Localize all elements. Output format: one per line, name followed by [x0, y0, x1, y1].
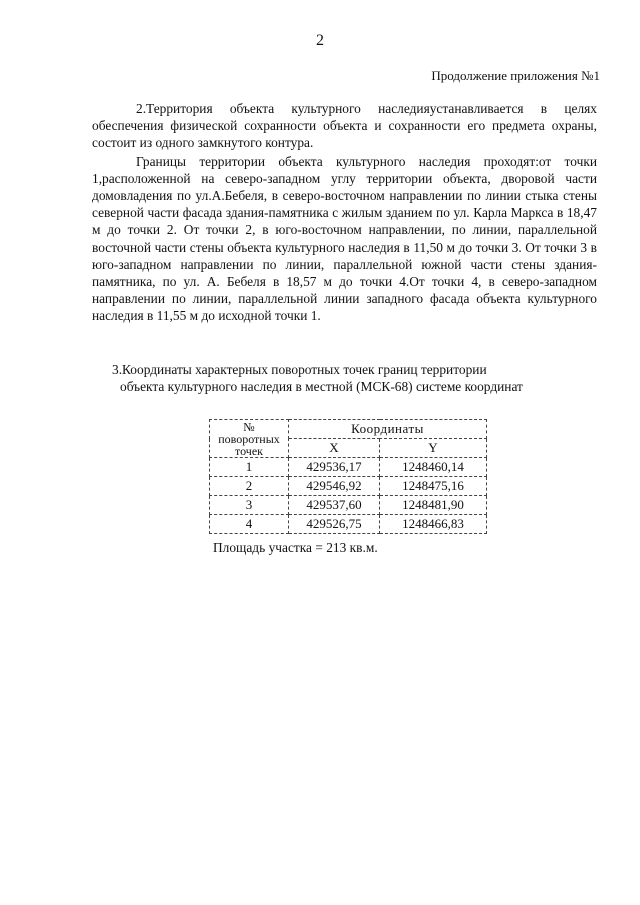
y-header: Y: [380, 439, 487, 458]
y-cell: 1248466,83: [380, 515, 487, 534]
table-row: [210, 496, 487, 515]
point-number-cell: 4: [210, 515, 289, 534]
boundaries-paragraph: Границы территории объекта культурного наследия проходят:от точки 1,расположенной на северо-западном углу территории объекта, дворовой части домовладения по ул.А.Бебеля, в северо-восточном направлении по линии стыка стены северной части фасада здания-памятника с жилым зданием по ул. Карла Маркса в 18,47 м до точки 2. От точки 2, в юго-восточном направлении, по линии, параллельной восточной части стены объекта культурного наследия в 11,50 м до точки 3. От точки 3 в юго-западном направлении по линии, параллельной южной части стены здания-памятника, по ул. А. Бебеля в 18,57 м до точки 4.От точки 4, в северо-западном направлении по линии, параллельной линии западного фасада объекта культурного наследия в 11,55 м до исходной точки 1.: [92, 153, 597, 324]
point-number-cell: 3: [210, 496, 289, 515]
x-header: X: [289, 439, 380, 458]
point-number-header: № поворотных точек: [210, 420, 289, 458]
point-number-cell: 2: [210, 477, 289, 496]
coordinates-table: [209, 419, 487, 534]
page-number: 2: [316, 32, 324, 49]
section-2-territory: [92, 100, 597, 325]
y-cell: 1248475,16: [380, 477, 487, 496]
section-3-heading-line-1: 3.Координаты характерных поворотных точек границ территории: [112, 362, 487, 377]
y-cell: 1248460,14: [380, 458, 487, 477]
appendix-continuation-note: Продолжение приложения №1: [431, 68, 600, 83]
section-3-heading-line-2: объекта культурного наследия в местной (МСК-68) системе координат: [120, 379, 523, 394]
y-cell: 1248481,90: [380, 496, 487, 515]
x-cell: 429537,60: [289, 496, 380, 515]
x-cell: 429546,92: [289, 477, 380, 496]
territory-paragraph: 2.Территория объекта культурного наследияустанавливается в целях обеспечения физической сохранности объекта и сохранности его предмета охраны, состоит из одного замкнутого контура.: [92, 101, 597, 151]
table-row: [210, 515, 487, 534]
x-cell: 429536,17: [289, 458, 380, 477]
x-cell: 429526,75: [289, 515, 380, 534]
table-header-row: [210, 420, 487, 439]
coordinates-header: Координаты: [289, 420, 487, 439]
plot-area-text: Площадь участка = 213 кв.м.: [213, 540, 378, 555]
table-row: [210, 477, 487, 496]
section-3-heading: [112, 361, 582, 395]
point-number-cell: 1: [210, 458, 289, 477]
table-row: [210, 458, 487, 477]
